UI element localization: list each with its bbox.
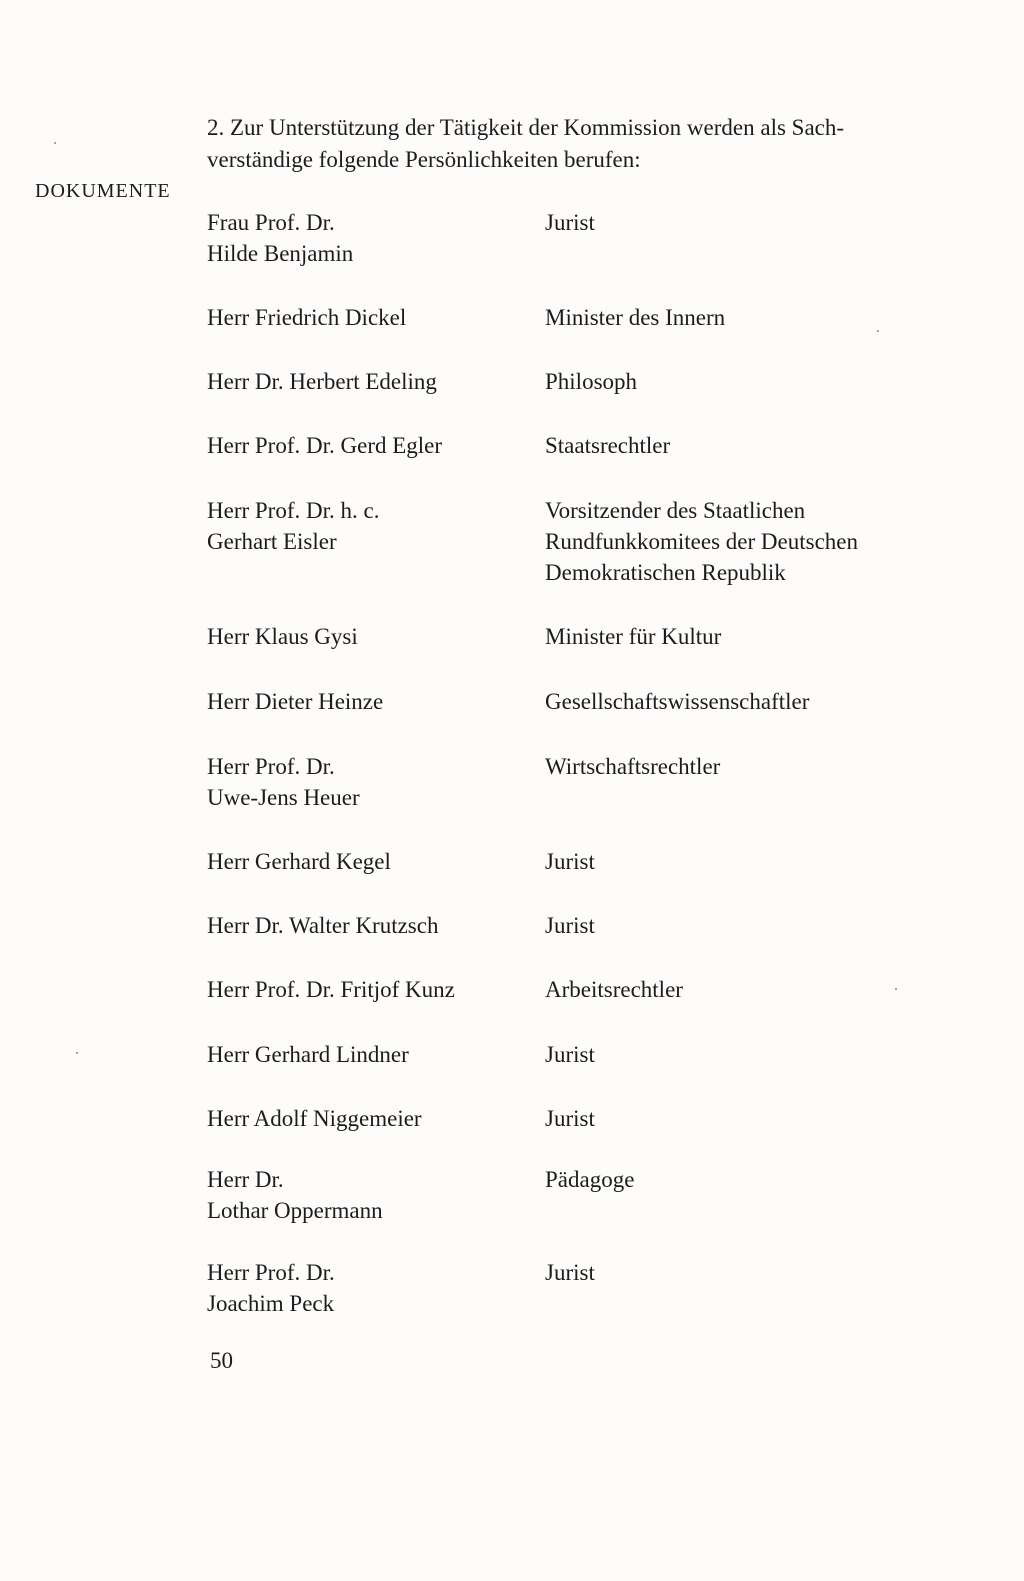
scan-speck bbox=[54, 142, 56, 144]
expert-name: Herr Dieter Heinze bbox=[207, 689, 384, 714]
expert-role: Minister des Innern bbox=[545, 305, 726, 330]
scan-speck bbox=[895, 988, 897, 990]
expert-name: Herr Dr. Herbert Edeling bbox=[207, 369, 437, 394]
expert-role: Wirtschaftsrechtler bbox=[545, 754, 721, 779]
intro-line-2: verständige folgende Persönlichkeiten berufen: bbox=[207, 147, 641, 172]
expert-name: Herr Prof. Dr. h. c. Gerhart Eisler bbox=[207, 498, 380, 554]
section-label: DOKUMENTE bbox=[35, 180, 171, 202]
expert-name: Herr Gerhard Lindner bbox=[207, 1042, 409, 1067]
expert-role: Pädagoge bbox=[545, 1167, 635, 1192]
expert-role: Jurist bbox=[545, 913, 595, 938]
expert-name: Herr Adolf Niggemeier bbox=[207, 1106, 422, 1131]
expert-name: Frau Prof. Dr. Hilde Benjamin bbox=[207, 210, 354, 266]
expert-name: Herr Prof. Dr. Gerd Egler bbox=[207, 433, 443, 458]
intro-line-1: 2. Zur Unterstützung der Tätigkeit der Kommission werden als Sach- bbox=[207, 115, 845, 140]
expert-name: Herr Gerhard Kegel bbox=[207, 849, 391, 874]
expert-name: Herr Dr. Lothar Oppermann bbox=[207, 1167, 383, 1223]
expert-role: Jurist bbox=[545, 1106, 595, 1131]
scan-speck bbox=[76, 1052, 78, 1054]
scan-speck bbox=[877, 330, 879, 332]
expert-role: Staatsrechtler bbox=[545, 433, 671, 458]
expert-name: Herr Dr. Walter Krutzsch bbox=[207, 913, 439, 938]
expert-name: Herr Prof. Dr. Fritjof Kunz bbox=[207, 977, 455, 1002]
expert-role: Vorsitzender des Staatlichen Rundfunkkomitees der Deutschen Demokratischen Republik bbox=[545, 498, 858, 585]
expert-role: Arbeitsrechtler bbox=[545, 977, 683, 1002]
expert-role: Minister für Kultur bbox=[545, 624, 722, 649]
expert-name: Herr Friedrich Dickel bbox=[207, 305, 407, 330]
expert-role: Jurist bbox=[545, 849, 595, 874]
expert-role: Gesellschaftswissenschaftler bbox=[545, 689, 810, 714]
expert-role: Philosoph bbox=[545, 369, 638, 394]
expert-role: Jurist bbox=[545, 1042, 595, 1067]
page-number: 50 bbox=[210, 1348, 233, 1373]
expert-role: Jurist bbox=[545, 210, 595, 235]
expert-name: Herr Klaus Gysi bbox=[207, 624, 358, 649]
expert-role: Jurist bbox=[545, 1260, 595, 1285]
expert-name: Herr Prof. Dr. Joachim Peck bbox=[207, 1260, 335, 1316]
expert-name: Herr Prof. Dr. Uwe-Jens Heuer bbox=[207, 754, 360, 810]
